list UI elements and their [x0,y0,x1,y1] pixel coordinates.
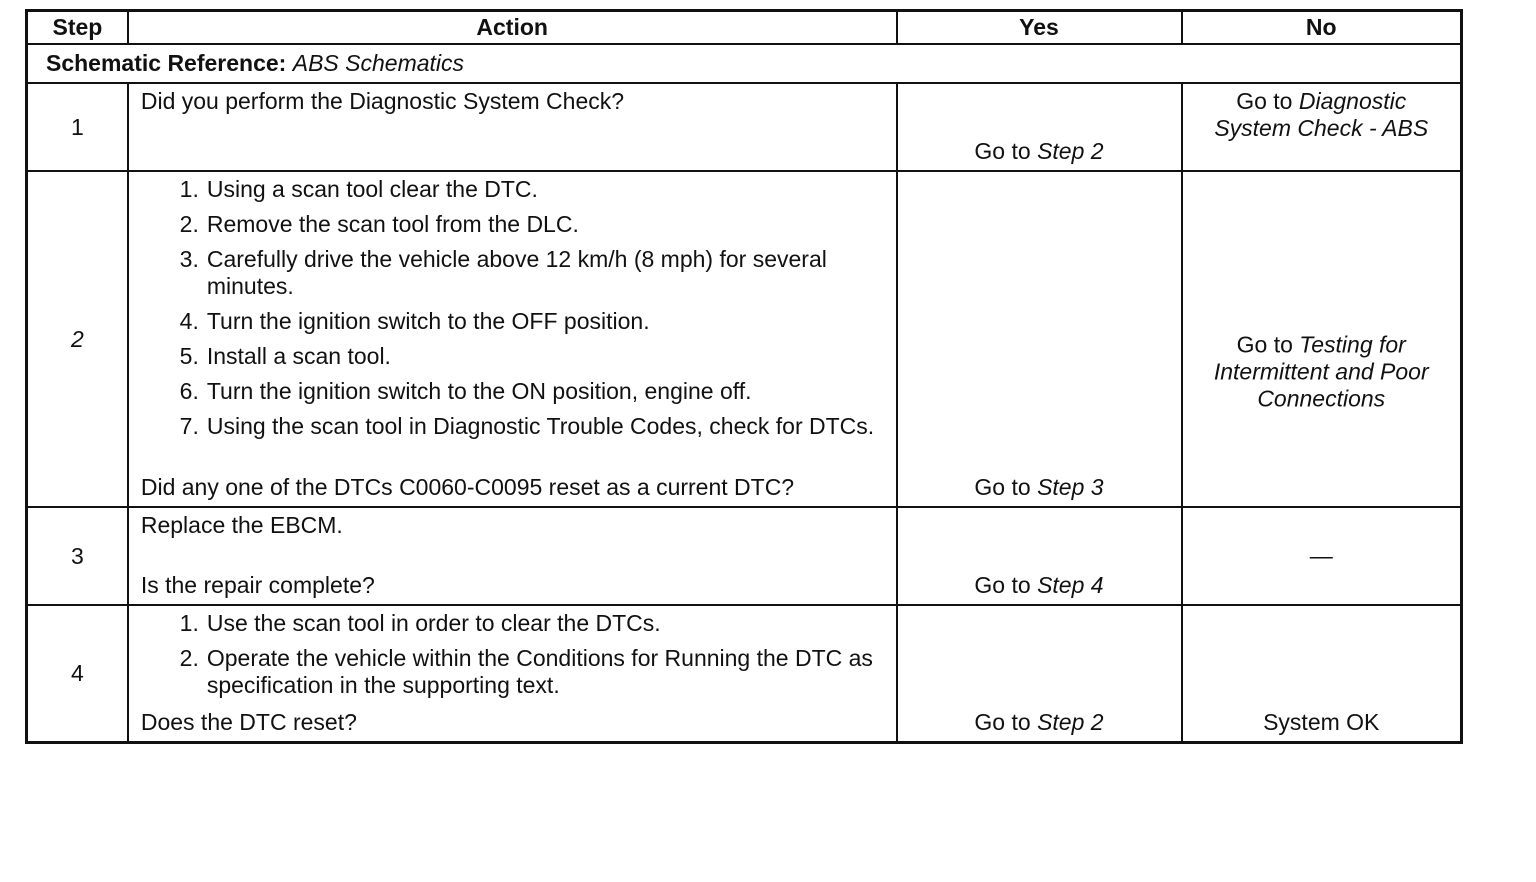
schematic-reference [27,44,1462,83]
item-text: Remove the scan tool from the DLC. [206,211,579,237]
yes-prefix: Go to [974,138,1031,164]
yes-prefix: Go to [974,709,1031,735]
table-row [27,171,1462,507]
step-number: 2 [27,171,128,507]
yes-cell [897,171,1182,507]
item-text: Turn the ignition switch to the ON position, engine off. [206,378,752,404]
diagnostic-table [25,9,1463,744]
schematic-reference-label: Schematic Reference: [46,50,287,76]
question-text: Did any one of the DTCs C0060-C0095 reset as a current DTC? [140,474,795,500]
yes-cell [897,605,1182,743]
no-cell [1182,507,1462,605]
list-item [141,176,886,203]
yes-cell [897,83,1182,171]
step-number: 1 [27,83,128,171]
item-number: 2. [179,211,199,237]
list-item [141,343,886,370]
action-cell [128,83,897,171]
yes-target: Step 4 [1037,572,1104,598]
no-prefix: Go to [1236,331,1293,358]
no-text: System OK [1263,709,1380,735]
header-row [27,11,1462,45]
action-cell [128,605,897,743]
table-row [27,507,1462,605]
yes-cell [897,507,1182,605]
item-text: Use the scan tool in order to clear the DTCs. [206,610,661,636]
no-link[interactable] [1183,332,1461,413]
question-text: Is the repair complete? [140,572,375,598]
header-no: No [1182,11,1462,45]
no-cell [1182,605,1462,743]
yes-link[interactable] [898,572,1181,599]
item-number: 5. [179,343,199,369]
list-item [141,308,886,335]
instruction-text: Replace the EBCM. [140,512,343,538]
question-text: Did you perform the Diagnostic System Check? [140,88,625,114]
yes-link[interactable] [898,138,1181,165]
list-item [141,413,886,440]
no-cell [1182,83,1462,171]
schematic-reference-link[interactable]: ABS Schematics [292,50,465,76]
header-yes: Yes [897,11,1182,45]
no-prefix: Go to [1236,88,1293,114]
no-target: Diagnostic System Check - ABS [1214,88,1429,141]
list-item [141,610,886,637]
header-action: Action [128,11,897,45]
no-text: — [1309,542,1333,569]
yes-link[interactable] [898,474,1181,501]
list-item [141,645,886,699]
item-number: 3. [179,246,199,272]
yes-target: Step 2 [1037,709,1104,735]
step-list [141,610,886,699]
yes-prefix: Go to [974,474,1031,500]
header-step: Step [27,11,128,45]
no-link[interactable] [1183,84,1461,142]
step-list [141,176,886,440]
step-number: 4 [27,605,128,743]
table-row [27,83,1462,171]
question-text: Does the DTC reset? [140,709,357,735]
yes-prefix: Go to [974,572,1031,598]
no-target: Testing for Intermittent and Poor Connections [1213,331,1429,412]
item-number: 2. [179,645,199,671]
item-text: Turn the ignition switch to the OFF position. [206,308,650,334]
table-row [27,605,1462,743]
item-text: Using a scan tool clear the DTC. [206,176,538,202]
item-number: 1. [179,176,199,202]
yes-link[interactable] [898,709,1181,736]
item-text: Install a scan tool. [206,343,391,369]
schematic-reference-row [27,44,1462,83]
item-number: 4. [179,308,199,334]
list-item [141,211,886,238]
yes-target: Step 3 [1037,474,1104,500]
item-text: Operate the vehicle within the Conditions for Running the DTC as specification in the supporting text. [206,645,873,698]
list-item [141,378,886,405]
item-text: Using the scan tool in Diagnostic Trouble Codes, check for DTCs. [206,413,875,439]
step-number: 3 [27,507,128,605]
item-number: 7. [179,413,199,439]
item-number: 6. [179,378,199,404]
action-cell [128,171,897,507]
item-number: 1. [179,610,199,636]
action-cell [128,507,897,605]
item-text: Carefully drive the vehicle above 12 km/h (8 mph) for several minutes. [206,246,827,299]
yes-target: Step 2 [1037,138,1104,164]
no-cell [1182,171,1462,507]
list-item [141,246,886,300]
